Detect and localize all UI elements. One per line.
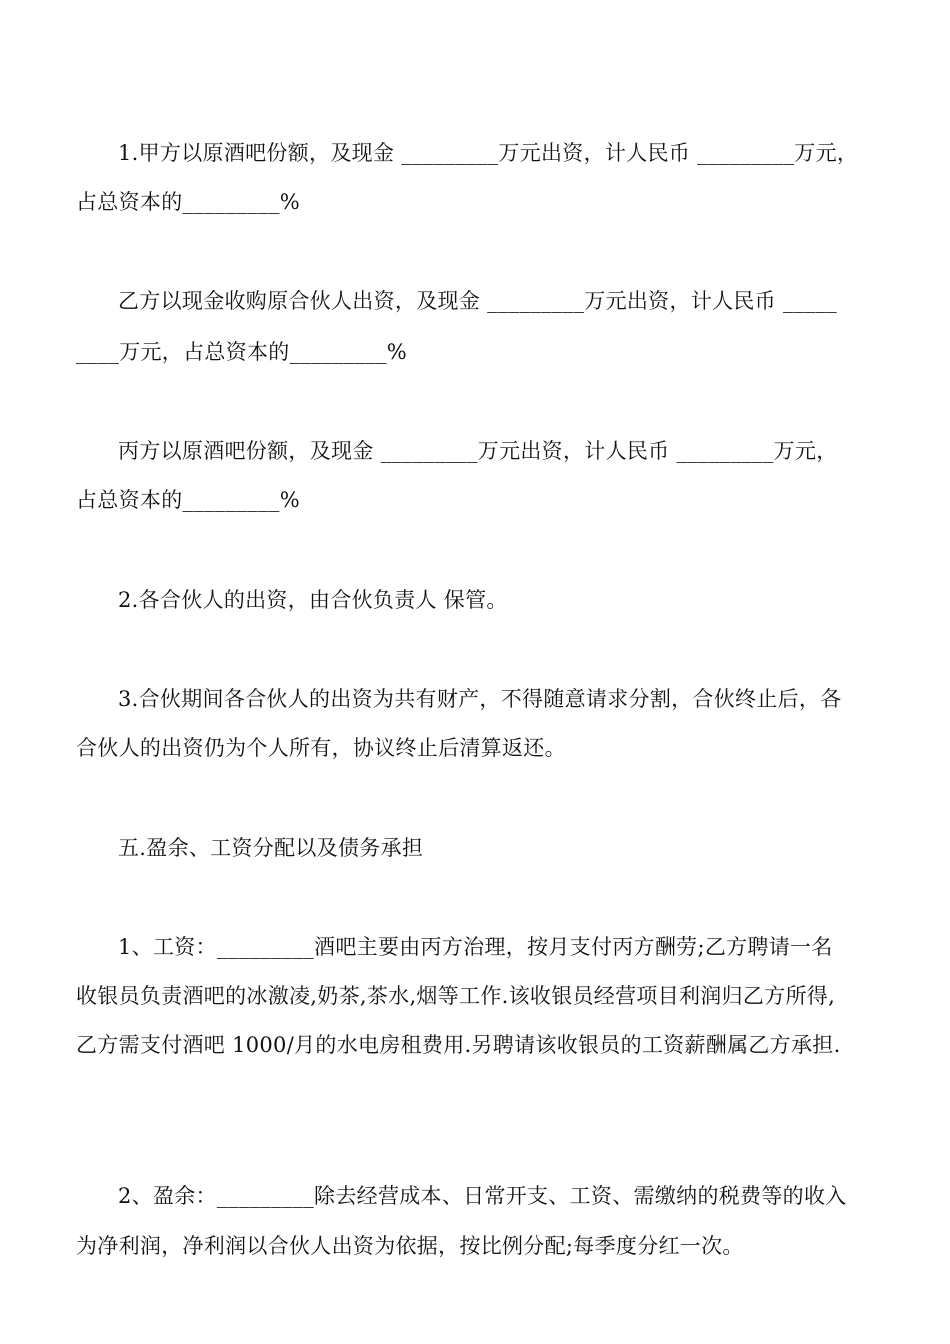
paragraph-line: 占总资本的_________% [76, 488, 300, 512]
paragraph-line: 3.合伙期间各合伙人的出资为共有财产，不得随意请求分割，合伙终止后，各 [118, 687, 842, 711]
paragraph-line: 2、盈余：_________除去经营成本、日常开支、工资、需缴纳的税费等的收入 [118, 1184, 847, 1208]
paragraph-line: 乙方以现金收购原合伙人出资，及现金 _________万元出资，计人民币 _____ [118, 289, 837, 313]
paragraph-line: 占总资本的_________% [76, 190, 300, 214]
paragraph-line: ____万元，占总资本的_________% [76, 340, 408, 364]
paragraph-line: 丙方以原酒吧份额，及现金 _________万元出资，计人民币 _________万元， [118, 439, 838, 463]
paragraph-line: 乙方需支付酒吧 1000/月的水电房租费用.另聘请该收银员的工资薪酬属乙方承担. [76, 1033, 841, 1057]
paragraph-line: 为净利润，净利润以合伙人出资为依据，按比例分配;每季度分红一次。 [76, 1234, 744, 1258]
paragraph-line: 1、工资：_________酒吧主要由丙方治理，按月支付丙方酬劳;乙方聘请一名 [118, 935, 833, 959]
paragraph-line: 收银员负责酒吧的冰激凌,奶茶,茶水,烟等工作.该收银员经营项目利润归乙方所得, [76, 984, 836, 1008]
paragraph-line: 2.各合伙人的出资，由合伙负责人 保管。 [118, 588, 508, 612]
section-heading: 五.盈余、工资分配以及债务承担 [118, 836, 424, 860]
paragraph-line: 合伙人的出资仍为个人所有，协议终止后清算返还。 [76, 736, 566, 760]
paragraph-line: 1.甲方以原酒吧份额，及现金 _________万元出资，计人民币 _________万元， [118, 141, 859, 165]
